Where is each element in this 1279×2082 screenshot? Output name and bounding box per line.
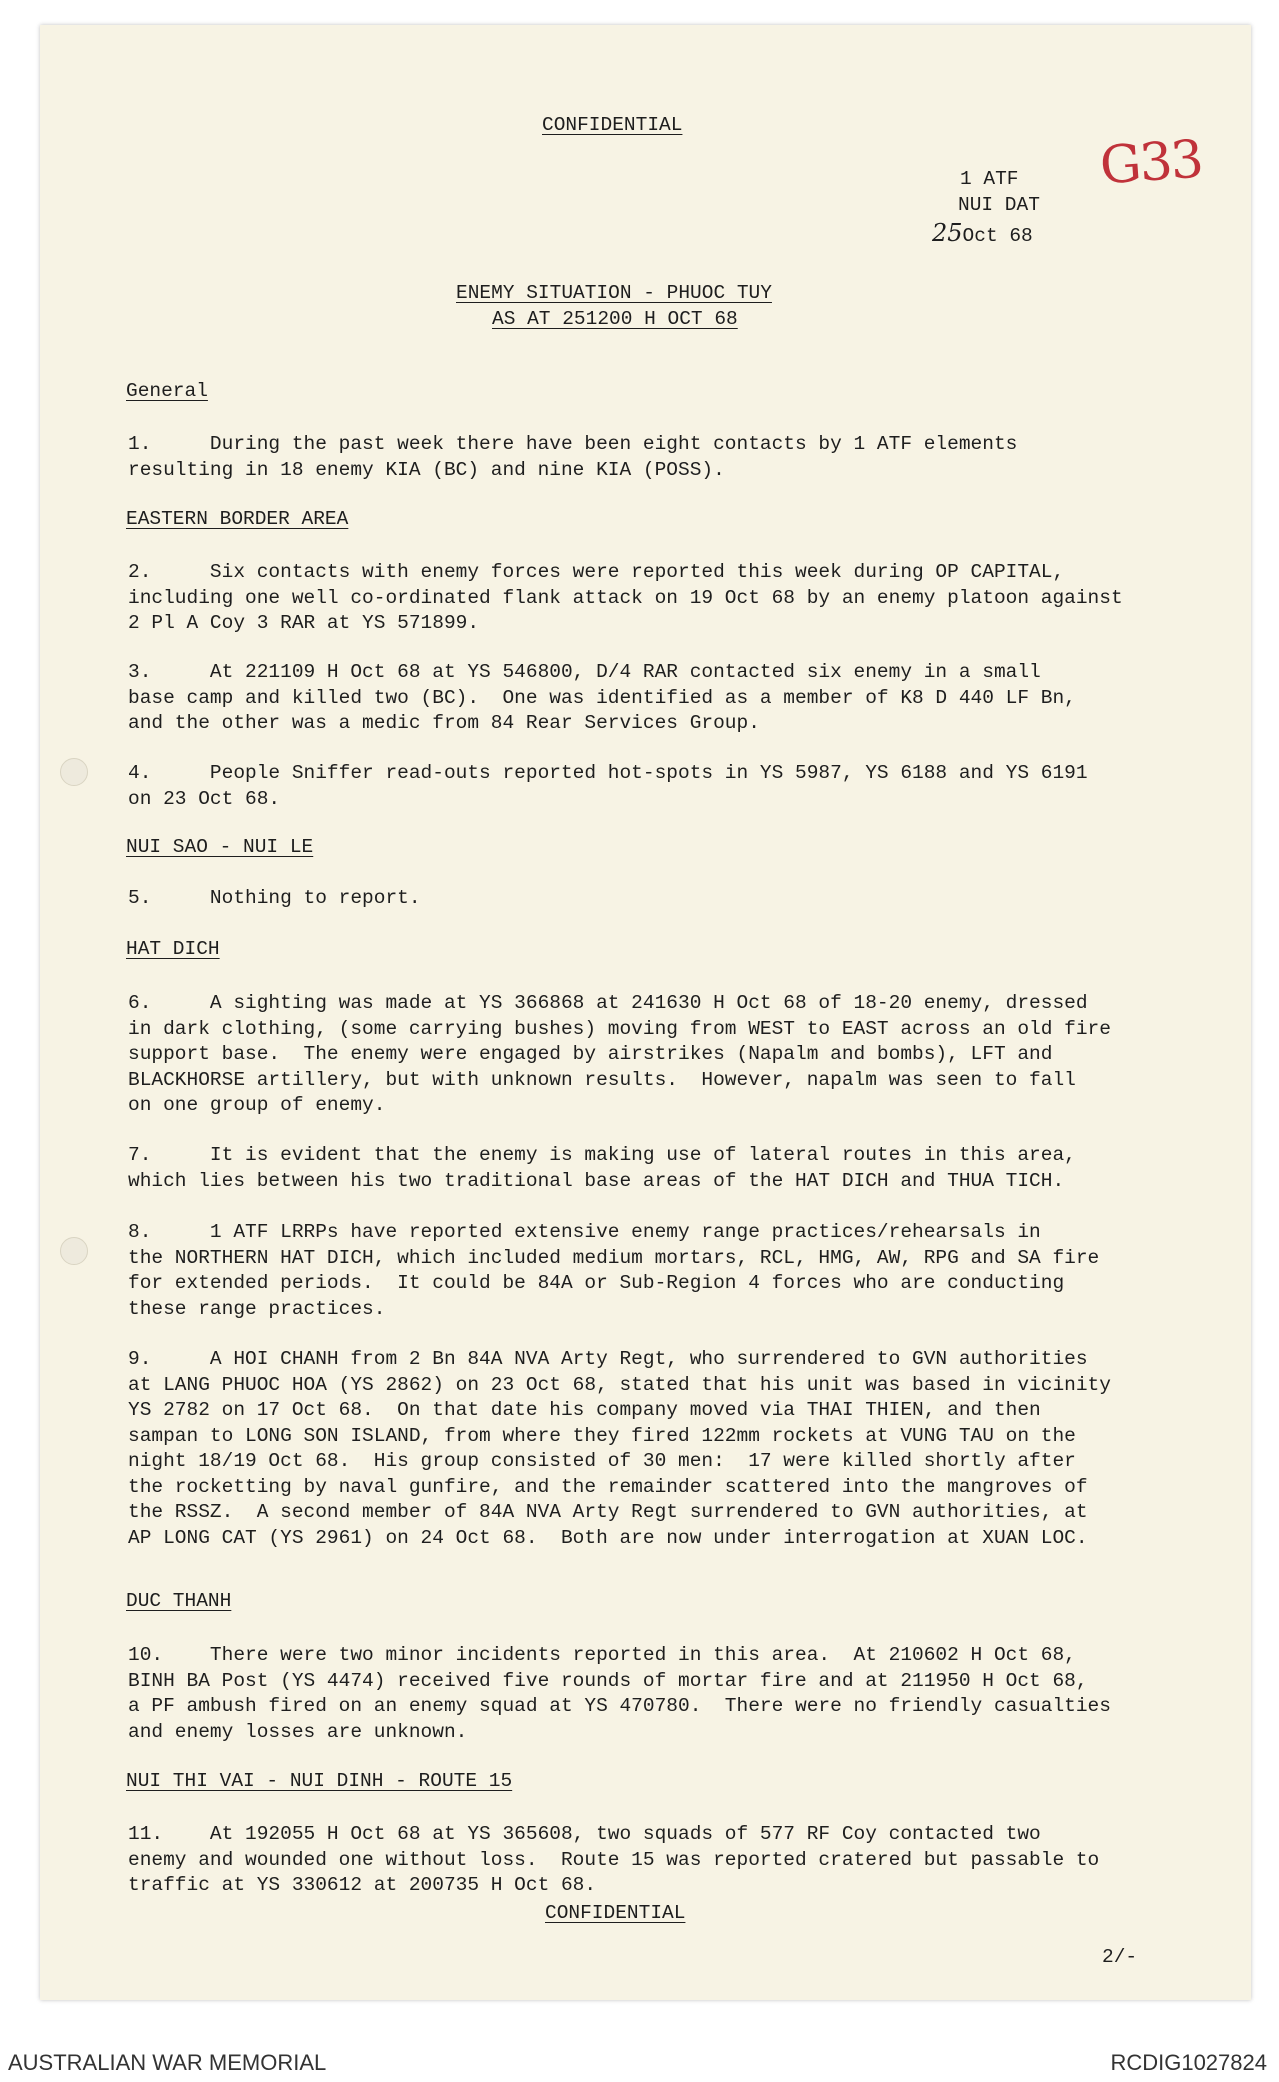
- punch-hole: [60, 758, 88, 786]
- paragraph-5: 5. Nothing to report.: [128, 887, 421, 909]
- heading-duc-thanh: DUC THANH: [126, 1590, 232, 1612]
- heading-nui-thi-vai-nui-dinh-route-15: NUI THI VAI - NUI DINH - ROUTE 15: [126, 1770, 513, 1792]
- paragraph-11: 11. At 192055 H Oct 68 at YS 365608, two squads of 577 RF Coy contacted two enemy and wounded one without loss. Route 15 was reported cratered but passable to traffic at YS 330612 at 200735 H Oct 68.: [128, 1823, 1100, 1896]
- footer-left-label: AUSTRALIAN WAR MEMORIAL: [8, 2050, 327, 2075]
- classification-bottom: CONFIDENTIAL: [545, 1902, 686, 1924]
- document-page: [40, 25, 1251, 2000]
- paragraph-4: 4. People Sniffer read-outs reported hot-spots in YS 5987, YS 6188 and YS 6191 on 23 Oct 68.: [128, 762, 1088, 810]
- heading-nui-sao-nui-le: NUI SAO - NUI LE: [126, 836, 314, 858]
- paragraph-1: 1. During the past week there have been eight contacts by 1 ATF elements resulting in 18 enemy KIA (BC) and nine KIA (POSS).: [128, 433, 1018, 481]
- heading-eastern-border-area: EASTERN BORDER AREA: [126, 508, 349, 530]
- paragraph-8: 8. 1 ATF LRRPs have reported extensive enemy range practices/rehearsals in the NORTHERN HAT DICH, which included medium mortars, RCL, HMG, AW, RPG and SA fire for extended periods. It could be 84A or Sub-Region 4 forces who are conducting these range practices.: [128, 1221, 1100, 1320]
- paragraph-6: 6. A sighting was made at YS 366868 at 241630 H Oct 68 of 18-20 enemy, dressed in dark clothing, (some carrying bushes) moving from WEST to EAST across an old fire support base. The enemy were engaged by airstrikes (Napalm and bombs), LFT and BLACKHORSE artillery, but with unknown results. However, napalm was seen to fall on one group of enemy.: [128, 992, 1111, 1116]
- paragraph-9: 9. A HOI CHANH from 2 Bn 84A NVA Arty Regt, who surrendered to GVN authorities at LANG PHUOC HOA (YS 2862) on 23 Oct 68, stated that his unit was based in vicinity YS 2782 on 17 Oct 68. On that date his company moved via THAI THIEN, and then sampan to LONG SON ISLAND, from where they fired 122mm rockets at VUNG TAU on the night 18/19 Oct 68. His group consisted of 30 men: 17 were killed shortly after the rocketting by naval gunfire, and the remainder scattered into the mangroves of the RSSZ. A second member of 84A NVA Arty Regt surrendered to GVN authorities, at AP LONG CAT (YS 2961) on 24 Oct 68. Both are now under interrogation at XUAN LOC.: [128, 1348, 1111, 1549]
- handwritten-reference: G33: [1098, 129, 1204, 197]
- title-line-1: ENEMY SITUATION - PHUOC TUY: [456, 282, 772, 304]
- date-month-year: Oct 68: [962, 225, 1033, 247]
- classification-top: CONFIDENTIAL: [542, 114, 683, 136]
- page-continuation: 2/-: [1102, 1946, 1138, 1968]
- heading-general: General: [126, 380, 208, 402]
- punch-hole: [60, 1237, 88, 1265]
- title-line-2: AS AT 251200 H OCT 68: [492, 308, 738, 330]
- paragraph-10: 10. There were two minor incidents reported in this area. At 210602 H Oct 68, BINH BA Post (YS 4474) received five rounds of mortar fire and at 211950 H Oct 68, a PF ambush fired on an enemy squad at YS 470780. There were no friendly casualties and enemy losses are unknown.: [128, 1644, 1111, 1743]
- footer-right-label: RCDIG1027824: [1110, 2050, 1267, 2075]
- paragraph-7: 7. It is evident that the enemy is making use of lateral routes in this area, which lies between his two traditional base areas of the HAT DICH and THUA TICH.: [128, 1144, 1076, 1192]
- unit-designation: 1 ATF: [960, 168, 1019, 190]
- paragraph-3: 3. At 221109 H Oct 68 at YS 546800, D/4 RAR contacted six enemy in a small base camp and killed two (BC). One was identified as a member of K8 D 440 LF Bn, and the other was a medic from 84 Rear Services Group.: [128, 661, 1076, 734]
- heading-hat-dich: HAT DICH: [126, 938, 220, 960]
- date-day-handwritten: 25: [932, 219, 963, 247]
- location: NUI DAT: [958, 194, 1040, 216]
- date-line: [932, 221, 1033, 250]
- paragraph-2: 2. Six contacts with enemy forces were reported this week during OP CAPITAL, including one well co-ordinated flank attack on 19 Oct 68 by an enemy platoon against 2 Pl A Coy 3 RAR at YS 571899.: [128, 561, 1123, 634]
